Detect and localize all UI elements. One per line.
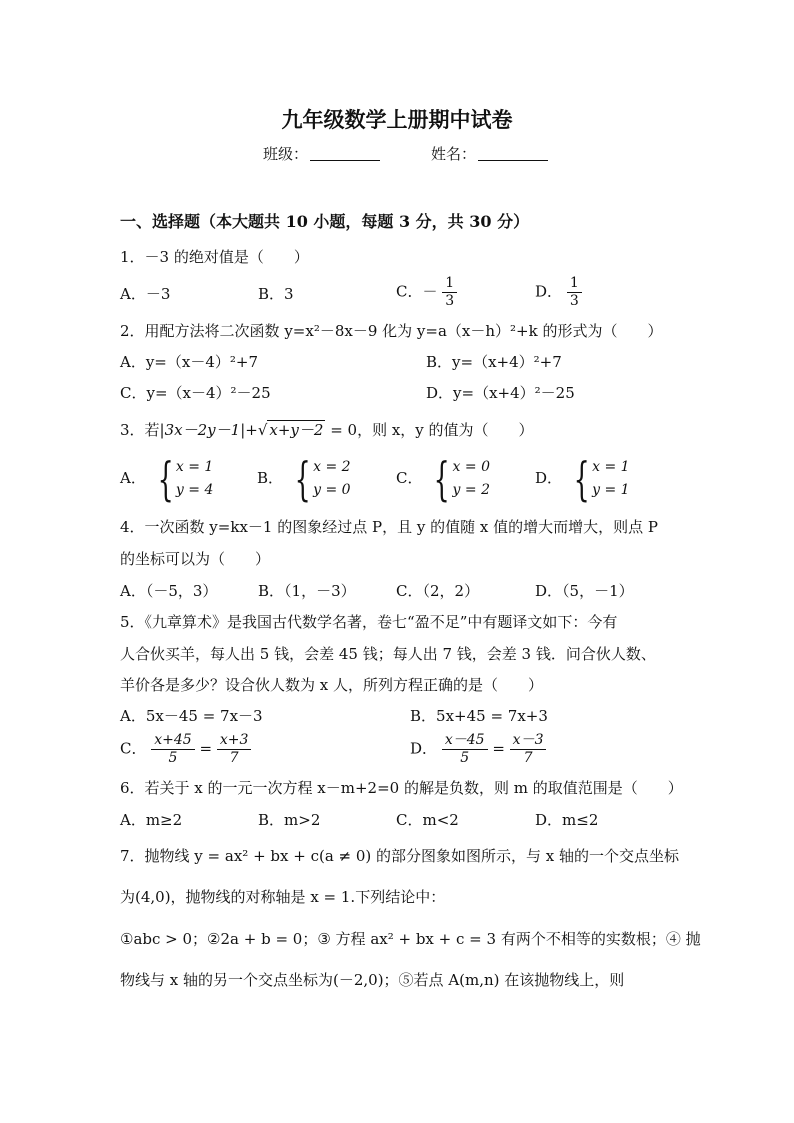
question-3-option-a <box>120 452 214 506</box>
equation-row: y = 2 <box>452 482 490 498</box>
question-5-option-a: A．5x－45 = 7x－3 <box>120 707 263 725</box>
fraction-numerator: 1 <box>442 275 457 293</box>
question-1-option-d <box>535 275 582 310</box>
brace-icon: { <box>433 452 450 506</box>
question-7-line-2: 为(4,0)，抛物线的对称轴是 x = 1.下列结论中： <box>120 888 446 906</box>
fraction <box>151 732 194 767</box>
class-blank <box>310 144 380 161</box>
q3-suffix: = 0，则 x，y 的值为（ ） <box>325 421 534 439</box>
question-5-option-b: B．5x+45 = 7x+3 <box>410 707 548 725</box>
brace-icon: { <box>573 452 590 506</box>
question-5-line-3: 羊价各是多少？设合伙人数为 x 人，所列方程正确的是（ ） <box>120 676 543 694</box>
fraction-denominator: 3 <box>569 293 579 309</box>
question-7-line-4: 物线与 x 轴的另一个交点坐标为(－2,0)；⑤若点 A(m,n) 在该抛物线上，则 <box>120 971 625 989</box>
q3-sqrt-expression: x+y－2 <box>269 421 324 439</box>
class-label: 班级： <box>263 145 309 163</box>
question-2-option-c: C．y=（x－4）²－25 <box>120 384 271 402</box>
name-label: 姓名： <box>431 145 477 163</box>
question-4-option-c: C．（2，2） <box>396 582 480 600</box>
option-d-prefix: D． <box>535 282 563 301</box>
fraction-denominator: 7 <box>229 750 239 766</box>
fraction-denominator: 3 <box>445 293 455 309</box>
option-label: A． <box>120 469 146 487</box>
option-c-fraction <box>442 275 457 310</box>
equation-row: x = 2 <box>313 459 351 475</box>
question-6-option-b: B．m>2 <box>258 811 321 829</box>
brace-icon: { <box>157 452 174 506</box>
question-5-option-c <box>120 732 251 767</box>
fraction-denominator: 7 <box>523 750 533 766</box>
option-label: D． <box>535 469 563 487</box>
question-2-option-d: D．y=（x+4）²－25 <box>426 384 575 402</box>
section-heading: 一、选择题（本大题共 10 小题，每题 3 分，共 30 分） <box>120 212 530 231</box>
question-1-option-b: B．3 <box>258 285 294 303</box>
question-2-option-a: A．y=（x－4）²+7 <box>120 353 259 371</box>
equation-row: y = 0 <box>313 482 351 498</box>
equation-system <box>427 452 490 506</box>
equation-row: x = 1 <box>175 459 214 475</box>
option-d-fraction <box>567 275 582 310</box>
question-4-option-b: B．（1，－3） <box>258 582 356 600</box>
equation-row: y = 4 <box>175 482 214 498</box>
question-1-option-a: A．－3 <box>120 285 171 303</box>
question-2-option-b: B．y=（x+4）²+7 <box>426 353 562 371</box>
fraction <box>217 732 252 767</box>
question-1-stem: 1．－3 的绝对值是（ ） <box>120 248 309 266</box>
question-5-line-2: 人合伙买羊，每人出 5 钱，会差 45 钱；每人出 7 钱，会差 3 钱．问合伙人数、 <box>120 645 656 663</box>
question-6-stem: 6．若关于 x 的一元一次方程 x－m+2=0 的解是负数，则 m 的取值范围是（ ） <box>120 779 683 797</box>
question-5-line-1: 5．《九章算术》是我国古代数学名著，卷七“盈不足”中有题译文如下：今有 <box>120 613 618 631</box>
fraction <box>510 732 547 767</box>
option-label: C． <box>120 739 147 758</box>
equation-system <box>288 452 351 506</box>
question-6-option-d: D．m≤2 <box>535 811 599 829</box>
question-3-option-d <box>535 452 630 506</box>
option-label: D． <box>410 739 438 758</box>
question-2-stem: 2．用配方法将二次函数 y=x²－8x－9 化为 y=a（x－h）²+k 的形式为（ ） <box>120 322 663 340</box>
question-3-option-b <box>257 452 351 506</box>
name-blank <box>478 144 548 161</box>
question-7-line-1: 7．抛物线 y = ax² + bx + c(a ≠ 0) 的部分图象如图所示，与 x 轴的一个交点坐标 <box>120 847 680 865</box>
fraction-numerator: x+3 <box>217 732 252 750</box>
equals-sign: = <box>492 739 505 758</box>
page-title: 九年级数学上册期中试卷 <box>281 107 513 132</box>
fraction-numerator: x+45 <box>151 732 194 750</box>
fraction-numerator: x－45 <box>442 732 488 750</box>
equation-row: x = 1 <box>592 459 630 475</box>
question-5-option-d <box>410 732 546 767</box>
question-4-line-2: 的坐标可以为（ ） <box>120 550 271 568</box>
fraction <box>442 732 488 767</box>
question-4-option-d: D．（5，－1） <box>535 582 634 600</box>
option-c-prefix: C．－ <box>396 282 438 301</box>
question-1-option-c <box>396 275 457 310</box>
fraction-denominator: 5 <box>168 750 178 766</box>
class-field <box>263 144 380 164</box>
fraction-numerator: 1 <box>567 275 582 293</box>
fraction-denominator: 5 <box>460 750 470 766</box>
question-7-line-3: ①abc > 0；②2a + b = 0；③ 方程 ax² + bx + c = 3 有两个不相等的实数根；④ 抛 <box>120 930 701 948</box>
equals-sign: = <box>199 739 213 758</box>
name-field <box>431 144 548 164</box>
q3-abs-expression: 3x－2y－1 <box>164 421 241 439</box>
question-3-stem <box>120 420 534 440</box>
option-label: B． <box>257 469 284 487</box>
equation-system <box>567 452 630 506</box>
question-4-line-1: 4．一次函数 y=kx－1 的图象经过点 P，且 y 的值随 x 值的增大而增大，则点 P <box>120 518 658 536</box>
sqrt-sign: √ <box>257 421 268 439</box>
question-4-option-a: A．（－5，3） <box>120 582 218 600</box>
question-3-option-c <box>396 452 490 506</box>
equation-row: y = 1 <box>592 482 630 498</box>
question-6-option-c: C．m<2 <box>396 811 459 829</box>
question-6-option-a: A．m≥2 <box>120 811 183 829</box>
q3-prefix: 3．若| <box>120 421 165 439</box>
equation-system <box>151 452 214 506</box>
option-label: C． <box>396 469 423 487</box>
fraction-numerator: x－3 <box>510 732 547 750</box>
equation-row: x = 0 <box>452 459 490 475</box>
q3-mid: |+ <box>240 421 258 439</box>
brace-icon: { <box>294 452 311 506</box>
